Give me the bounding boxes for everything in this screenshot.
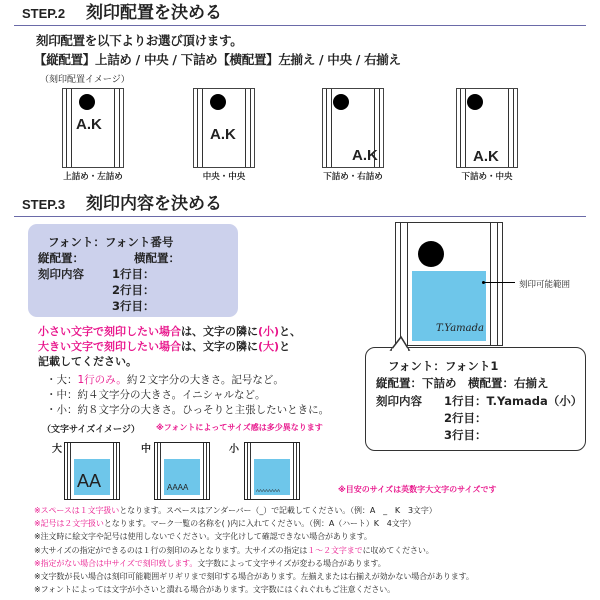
placement-sample-bottom-center [456,88,518,168]
form-vertical: 縦配置： [38,251,84,265]
step3-title: 刻印内容を決める [86,194,222,214]
sample-text: A.K [473,148,499,165]
sample-caption: 上詰め・左詰め [63,172,123,182]
form-horizontal: 横配置： [134,251,180,265]
size-image-label: （文字サイズイメージ） [42,425,140,435]
engraving-area-diagram [395,222,503,346]
sample-text: A.K [76,116,102,133]
example-font: フォント：フォント1 [388,359,499,373]
size-sample-small [244,442,300,500]
step2-label: STEP.2 [22,6,66,21]
placement-sample-top-left [62,88,124,168]
callout-pointer [385,335,415,351]
note-space: ※スペースは１文字扱いとなります。スペースはアンダーバー（_）で記載してください。（例：A _ K 3文字） [34,506,437,515]
step3-header [14,191,586,217]
size-note: ※フォントによってサイズ感は多少異なります [156,423,323,432]
example-line3: 3行目： [444,428,487,442]
sample-caption: 中央・中央 [202,172,246,182]
note-font-small: ※フォントによっては文字が小さいと潰れる場合があります。文字数にはくれぐれもご注意ください。 [34,585,396,594]
area-label: 刻印可能範囲 [519,280,571,290]
sample-text: A.K [210,126,236,143]
size-large-label: 大 [52,444,62,455]
order-format-box [28,224,238,317]
small-text-instruction: 小さい文字で刻印したい場合は、文字の隣に(小)と、 [38,325,302,338]
step2-line2: 【縦配置】上詰め / 中央 / 下詰め【横配置】左揃え / 中央 / 右揃え [34,52,401,67]
size-medium-label: 中 [141,444,151,455]
circle-mark-icon [210,94,226,110]
step2-header [14,0,586,26]
step2-image-label: （刻印配置イメージ） [40,75,130,85]
step2-title: 刻印配置を決める [86,3,222,23]
form-line1: 1行目： [112,267,155,281]
note-default-size: ※指定がない場合は中サイズで刻印致します。文字数によって文字サイズが変わる場合があります。 [34,559,386,568]
circle-mark-icon [418,241,444,267]
bullet-small: ・小：約８文字分の大きさ。ひっそりと主張したいときに。 [46,404,330,416]
note-large-size: ※大サイズの指定ができるのは１行の刻印のみとなります。大サイズの指定は１〜２文字までに収めてください。 [34,546,434,555]
step2-line1: 刻印配置を以下よりお選び頂けます。 [36,33,243,48]
sample-text: A.K [352,147,378,164]
sample-caption: 下詰め・中央 [461,172,513,182]
size-guide-note: ※目安のサイズは英数字大文字のサイズです [338,485,497,494]
circle-mark-icon [79,94,95,110]
diagram-sample-text: T.Yamada [436,323,484,334]
medium-text: AAAA [167,483,189,492]
size-sample-medium [154,442,210,500]
bullet-medium: ・中：約４文字分の大きさ。イニシャルなど。 [46,389,266,401]
note-long-text: ※文字数が長い場合は刻印可能範囲ギリギリまで刻印する場合があります。左揃えまたは右揃えが効かない場合があります。 [34,572,474,581]
small-text: AAAAAAAA [256,488,281,493]
form-font: フォント：フォント番号 [48,235,174,249]
big-text-instruction: 大きい文字で刻印したい場合は、文字の隣に(大)と [38,340,291,353]
example-line1: 1行目：T.Yamada（小） [444,394,583,408]
example-placement: 縦配置：下詰め 横配置：右揃え [376,376,549,390]
instruction-end: 記載してください。 [38,355,137,368]
size-small-label: 小 [229,444,239,455]
sample-caption: 下詰め・右詰め [323,172,383,182]
example-order-box [365,347,586,451]
example-line2: 2行目： [444,411,487,425]
step3-label: STEP.3 [22,197,66,212]
placement-sample-bottom-right [322,88,384,168]
size-sample-large [64,442,120,500]
bullet-large: ・大：1行のみ。約２文字分の大きさ。記号など。 [46,374,284,386]
note-symbol: ※記号は２文字扱いとなります。マーク一覧の名称を( )内に入れてください。（例：A（ハート）K 4文字） [34,519,416,528]
circle-mark-icon [467,94,483,110]
placement-sample-center [193,88,255,168]
note-emoji: ※注文時に絵文字や記号は使用しないでください。文字化けして確認できない場合があります。 [34,532,372,541]
large-text: AA [77,471,102,491]
example-content-label: 刻印内容 [376,394,422,408]
form-line2: 2行目： [112,283,155,297]
circle-mark-icon [333,94,349,110]
form-content-label: 刻印内容 [38,267,84,281]
form-line3: 3行目： [112,299,155,313]
